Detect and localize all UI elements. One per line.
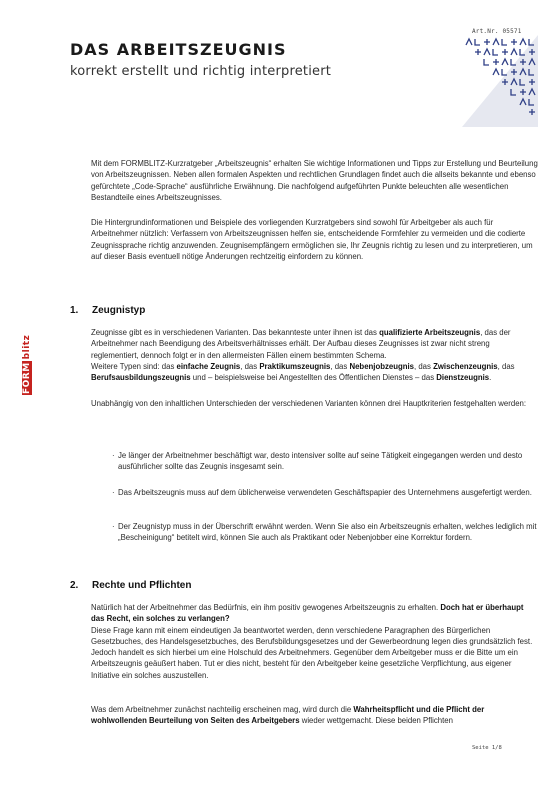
logo-glyph — [475, 49, 481, 55]
section-number: 1. — [70, 305, 79, 316]
section-heading-1 — [70, 305, 145, 316]
article-number: Art.Nr. 05571 — [472, 28, 522, 35]
logo-glyph — [493, 49, 498, 55]
list-item: · Der Zeugnistyp muss in der Überschrift erwähnt werden. Wenn Sie also ein Arbeitszeugnis erhalten, welches lediglich mit „Bescheinigung“ betitelt wird, können Sie auch als Praktikant oder Nebenjobber eine Korrektur fordern. — [112, 522, 537, 543]
logo-glyph — [520, 39, 526, 45]
document-title: DAS ARBEITSZEUGNIS — [70, 40, 287, 59]
logo-glyph — [484, 59, 489, 65]
criteria-intro-text: Unabhängig von den inhaltlichen Unterschieden der verschiedenen Varianten können drei Hauptkriterien festgehalten werden: — [91, 399, 527, 408]
section2-paragraph-2 — [91, 704, 538, 727]
logo-glyph — [502, 39, 507, 45]
logo-glyph — [511, 49, 517, 55]
intro-paragraph-1 — [91, 158, 538, 203]
section-title: Zeugnistyp — [92, 305, 146, 316]
brand-sidebar-label — [22, 335, 34, 395]
logo-glyph — [502, 49, 508, 55]
section1-body — [91, 327, 538, 383]
list-item: · Das Arbeitszeugnis muss auf dem üblicherweise verwendeten Geschäftspapier des Unternehmens ausgefertigt werden. — [112, 488, 532, 497]
section1-paragraph-1: Zeugnisse gibt es in verschiedenen Varianten. Das bekannteste unter ihnen ist das qualifizierte Arbeitszeugnis, das der Arbeitnehmer nach Beendigung des Arbeitsverhältnisses erhält. Der Aufbau dieses Zeugnisses ist zwar nicht streng reglementiert, dennoch folgt er in den allermeisten Fällen einem bestimmten Schema. Weitere Typen sind: das einfache Zeugnis, das Praktikumszeugnis, das Nebenjobzeugnis, das Zwischenzeugnis, das Berufsausbildungszeugnis und – beispielsweise bei Angestellten des Öffentlichen Dienstes – das Dienstzeugnis. — [91, 328, 515, 383]
section2-body — [91, 602, 538, 681]
intro-text-1: Mit dem FORMBLITZ-Kurzratgeber „Arbeitszeugnis“ erhalten Sie wichtige Informationen und Tipps zur Erstellung und Beurteilung von Arbeitszeugnissen. Neben allen formalen Aspekten und rechtlichen Grundlagen findet auch die allseits bekannte und ebenso gefürchtete „Code-Sprache“ ausführliche Erwähnung. Die nachfolgend aufgeführten Punkte beleuchten alle wesentlichen Bestandteile eines Arbeitszeugnisses. — [91, 159, 538, 202]
logo-glyph — [466, 39, 472, 45]
section-number: 2. — [70, 580, 79, 591]
brand-part-a: FORM — [22, 362, 32, 394]
section-title: Rechte und Pflichten — [92, 580, 192, 591]
logo-glyph — [493, 59, 499, 65]
section1-criteria-intro — [91, 398, 538, 409]
logo-glyph — [493, 69, 499, 75]
logo-glyph — [484, 39, 490, 45]
formblitz-pattern-logo — [462, 35, 538, 127]
brand-part-b: blitz — [22, 334, 32, 360]
intro-text-2: Die Hintergrundinformationen und Beispiele des vorliegenden Kurzratgebers sind sowohl für Arbeitgeber als auch für Arbeitnehmer nützlich: Verfassern von Arbeitszeugnissen helfen sie, entscheidende Formfehler zu vermeiden und die codierte Zeugnissprache richtig anzuwenden. Zeugnisempfängern ermöglichen sie, Ihr Zeugnis richtig zu lesen und zu interpretieren, um auf dieser Basis eventuell nötige Änderungen rechtzeitig einfordern zu können. — [91, 218, 533, 261]
document-subtitle: korrekt erstellt und richtig interpretiert — [70, 64, 332, 79]
logo-glyph — [475, 39, 480, 45]
logo-glyph — [493, 39, 499, 45]
logo-glyph — [511, 39, 517, 45]
list-item: · Je länger der Arbeitnehmer beschäftigt war, desto intensiver sollte auf seine Tätigkeit eingegangen werden und desto ausführlicher sollte das Zeugnis insgesamt sein. — [112, 451, 523, 472]
section-heading-2 — [70, 580, 191, 591]
section2-paragraph-2-text: Was dem Arbeitnehmer zunächst nachteilig erscheinen mag, wird durch die Wahrheitspflicht und die Pflicht der wohlwollenden Beurteilung von Seiten des Arbeitgebers wieder wettgemacht. Diese beiden Pflichten — [91, 705, 485, 726]
section2-paragraph-1: Natürlich hat der Arbeitnehmer das Bedürfnis, ein ihm positiv gewogenes Arbeitszeugnis zu erhalten. Doch hat er überhaupt das Recht, ein solches zu verlangen? Diese Frage kann mit einem eindeutigen Ja beantwortet werden, denn verschiedene Paragraphen des Bürgerlichen Gesetzbuches, des Handelsgesetzbuches, des Berufsbildungsgesetzes und der Gewerbeordnung legen dies grundsätzlich fest. Jedoch handelt es sich hierbei um eine Holschuld des Arbeitnehmers. Gegenüber dem Arbeitgeber muss er die Bitte um ein Arbeitszeugnis geäußert haben. Tut er dies nicht, besteht für den Arbeitgeber keine gesetzliche Verpflichtung, aus eigener Initiative ein solches auszustellen. — [91, 603, 533, 680]
page-number: Seite 1/8 — [472, 745, 502, 751]
intro-paragraph-2 — [91, 217, 538, 262]
logo-glyph — [484, 49, 490, 55]
logo-glyph — [502, 59, 508, 65]
